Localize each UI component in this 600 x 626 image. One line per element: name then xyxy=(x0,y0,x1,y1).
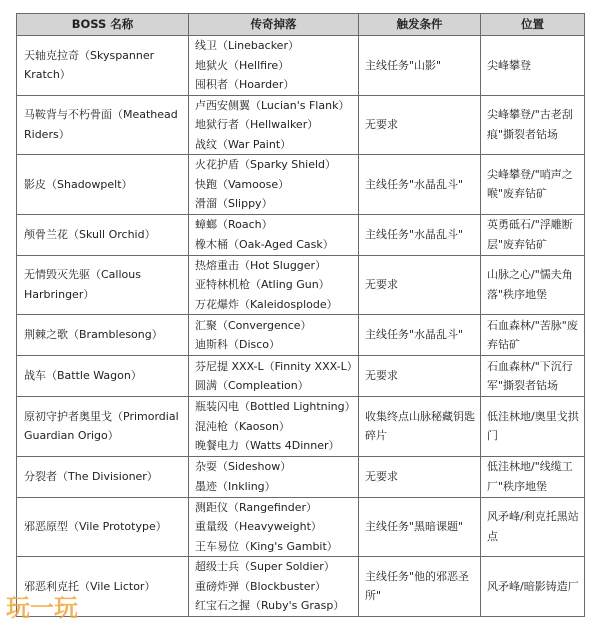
trigger-condition-cell: 收集终点山脉秘藏钥匙碎片 xyxy=(359,397,481,457)
legendary-drop-item: 红宝石之握（Ruby's Grasp） xyxy=(195,599,345,612)
boss-name-cell: 荆棘之歌（Bramblesong） xyxy=(17,315,189,356)
boss-name-cell: 颅骨兰花（Skull Orchid） xyxy=(17,214,189,255)
table-row xyxy=(17,497,585,557)
legendary-drops-cell xyxy=(189,155,359,215)
table-header xyxy=(17,14,585,36)
legendary-drop-item: 重磅炸弹（Blockbuster） xyxy=(195,579,327,593)
location-cell: 尖峰攀登/"古老刮痕"撕裂者钻场 xyxy=(481,95,585,155)
legendary-drops-cell xyxy=(189,356,359,397)
legendary-drops-cell xyxy=(189,255,359,315)
trigger-condition-cell: 主线任务"水晶乱斗" xyxy=(359,214,481,255)
trigger-condition-cell: 主线任务"黑暗课题" xyxy=(359,497,481,557)
legendary-drop-item: 蟑螂（Roach） xyxy=(195,218,273,231)
legendary-drop-item: 滑溜（Slippy） xyxy=(195,197,273,210)
legendary-drop-item: 迪斯科（Disco） xyxy=(195,338,281,351)
table-body xyxy=(17,36,585,617)
header-row xyxy=(17,14,585,36)
legendary-drop-item: 卢西安侧翼（Lucian's Flank） xyxy=(195,98,350,112)
boss-name-cell: 无情毁灭先驱（Callous Harbringer） xyxy=(17,255,189,315)
table-row xyxy=(17,315,585,356)
boss-name-cell: 天轴克拉奇（Skyspanner Kratch） xyxy=(17,36,189,96)
trigger-condition-cell: 主线任务"水晶乱斗" xyxy=(359,155,481,215)
table-row xyxy=(17,214,585,255)
legendary-drop-item: 橡木桶（Oak-Aged Cask） xyxy=(195,237,334,251)
site-watermark-logo xyxy=(4,592,104,622)
legendary-drop-item: 亚特林机枪（Atling Gun） xyxy=(195,278,330,291)
legendary-drop-item: 芬尼提 XXX-L（Finnity XXX-L） xyxy=(195,359,358,373)
header-legendary-drops: 传奇掉落 xyxy=(189,14,359,36)
location-cell: 山脉之心/"懦夫角落"秩序地堡 xyxy=(481,255,585,315)
header-boss-name: BOSS 名称 xyxy=(17,14,189,36)
location-cell: 石血森林/"苦脉"废弃钻矿 xyxy=(481,315,585,356)
location-cell: 尖峰攀登 xyxy=(481,36,585,96)
trigger-condition-cell: 主线任务"山影" xyxy=(359,36,481,96)
legendary-drop-item: 王车易位（King's Gambit） xyxy=(195,539,338,553)
location-cell: 风矛峰/利克托黑站点 xyxy=(481,497,585,557)
boss-name-cell: 影皮（Shadowpelt） xyxy=(17,155,189,215)
legendary-drop-item: 瓶装闪电（Bottled Lightning） xyxy=(195,400,356,413)
trigger-condition-cell: 无要求 xyxy=(359,95,481,155)
boss-name-cell: 马鞍背与不朽骨面（Meathead Riders） xyxy=(17,95,189,155)
legendary-drops-cell xyxy=(189,36,359,96)
legendary-drop-item: 圆满（Compleation） xyxy=(195,379,309,392)
legendary-drop-item: 热熔重击（Hot Slugger） xyxy=(195,258,327,272)
trigger-condition-cell: 主线任务"水晶乱斗" xyxy=(359,315,481,356)
boss-name-cell: 邪恶原型（Vile Prototype） xyxy=(17,497,189,557)
boss-name-cell: 战车（Battle Wagon） xyxy=(17,356,189,397)
header-location: 位置 xyxy=(481,14,585,36)
location-cell: 石血森林/"下沉行军"撕裂者钻场 xyxy=(481,356,585,397)
trigger-condition-cell: 无要求 xyxy=(359,356,481,397)
legendary-drop-item: 测距仪（Rangefinder） xyxy=(195,500,318,514)
legendary-drop-item: 混沌枪（Kaoson） xyxy=(195,419,290,433)
boss-name-cell: 原初守护者奥里戈（Primordial Guardian Origo） xyxy=(17,397,189,457)
legendary-drops-cell xyxy=(189,315,359,356)
table-row xyxy=(17,95,585,155)
legendary-drops-cell xyxy=(189,456,359,497)
legendary-drop-item: 线卫（Linebacker） xyxy=(195,39,299,52)
trigger-condition-cell: 无要求 xyxy=(359,456,481,497)
location-cell: 低洼林地/"线缆工厂"秩序地堡 xyxy=(481,456,585,497)
boss-name-cell: 分裂者（The Divisioner） xyxy=(17,456,189,497)
legendary-drop-item: 地狱行者（Hellwalker） xyxy=(195,118,319,131)
legendary-drop-item: 地狱火（Hellfire） xyxy=(195,58,290,72)
location-cell: 英勇砥石/"浮雕断层"废弃钻矿 xyxy=(481,214,585,255)
legendary-drops-cell xyxy=(189,214,359,255)
legendary-drop-item: 汇聚（Convergence） xyxy=(195,318,312,332)
legendary-drop-item: 重量级（Heavyweight） xyxy=(195,520,322,533)
legendary-drops-cell xyxy=(189,95,359,155)
legendary-drop-item: 晚餐电力（Watts 4Dinner） xyxy=(195,439,340,452)
trigger-condition-cell: 主线任务"他的邪恶圣所" xyxy=(359,557,481,617)
legendary-drop-item: 火花护盾（Sparky Shield） xyxy=(195,158,337,171)
table-row xyxy=(17,397,585,457)
legendary-drop-item: 超级士兵（Super Soldier） xyxy=(195,560,335,573)
table-row xyxy=(17,255,585,315)
legendary-drops-cell xyxy=(189,397,359,457)
trigger-condition-cell: 无要求 xyxy=(359,255,481,315)
table-row xyxy=(17,36,585,96)
location-cell: 风矛峰/暗影铸造厂 xyxy=(481,557,585,617)
boss-loot-table xyxy=(16,13,585,617)
legendary-drop-item: 囤积者（Hoarder） xyxy=(195,78,295,91)
location-cell: 尖峰攀登/"哨声之喉"废弃钻矿 xyxy=(481,155,585,215)
loot-table-container xyxy=(16,13,584,617)
legendary-drop-item: 万花爆炸（Kaleidosplode） xyxy=(195,297,338,311)
watermark-text: 玩一玩 xyxy=(6,594,78,622)
legendary-drop-item: 杂耍（Sideshow） xyxy=(195,460,292,473)
legendary-drop-item: 快跑（Vamoose） xyxy=(195,177,290,191)
legendary-drop-item: 战纹（War Paint） xyxy=(195,137,292,151)
table-row xyxy=(17,155,585,215)
table-row xyxy=(17,456,585,497)
location-cell: 低洼林地/奥里戈拱门 xyxy=(481,397,585,457)
header-trigger-condition: 触发条件 xyxy=(359,14,481,36)
legendary-drops-cell xyxy=(189,497,359,557)
legendary-drop-item: 墨迹（Inkling） xyxy=(195,479,276,493)
table-row xyxy=(17,356,585,397)
boss-name-cell: 邪恶利克托（Vile Lictor） xyxy=(17,557,189,617)
legendary-drops-cell xyxy=(189,557,359,617)
